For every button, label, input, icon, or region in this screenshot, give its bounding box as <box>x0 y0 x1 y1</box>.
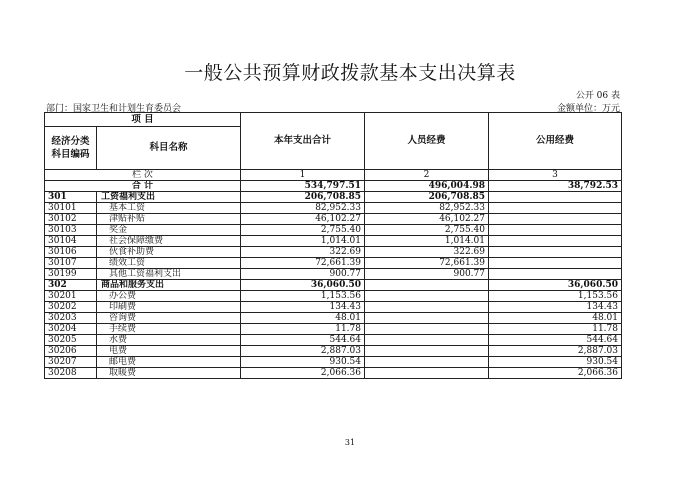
total-row <box>45 181 622 192</box>
row-personnel <box>365 357 489 368</box>
page-title: 一般公共预算财政拨款基本支出决算表 <box>184 62 516 84</box>
table-row <box>45 302 622 313</box>
row-total: 2,755.40 <box>241 225 365 236</box>
row-code: 30104 <box>45 236 97 247</box>
row-total: 322.69 <box>241 247 365 258</box>
row-total: 48.01 <box>241 313 365 324</box>
row-public: 1,153.56 <box>489 291 622 302</box>
row-public <box>489 203 622 214</box>
table-row <box>45 192 622 203</box>
row-personnel <box>365 346 489 357</box>
row-code: 30207 <box>45 357 97 368</box>
row-code: 30208 <box>45 368 97 379</box>
row-subject-name: 绩效工资 <box>97 258 241 269</box>
row-personnel <box>365 324 489 335</box>
row-public: 544.64 <box>489 335 622 346</box>
row-public <box>489 258 622 269</box>
row-total: 900.77 <box>241 269 365 280</box>
row-public <box>489 236 622 247</box>
row-code: 30106 <box>45 247 97 258</box>
row-code: 301 <box>45 192 97 203</box>
row-subject-name: 奖金 <box>97 225 241 236</box>
row-code: 30202 <box>45 302 97 313</box>
header-subject-name: 科目名称 <box>97 127 241 170</box>
row-public <box>489 192 622 203</box>
row-subject-name: 手续费 <box>97 324 241 335</box>
row-subject-name: 基本工资 <box>97 203 241 214</box>
row-subject-name: 社会保障缴费 <box>97 236 241 247</box>
table-row <box>45 214 622 225</box>
row-total: 206,708.85 <box>241 192 365 203</box>
row-total: 46,102.27 <box>241 214 365 225</box>
row-subject-name: 其他工资福利支出 <box>97 269 241 280</box>
total-public: 38,792.53 <box>489 181 622 192</box>
table-row <box>45 247 622 258</box>
row-public: 48.01 <box>489 313 622 324</box>
department-label: 部门：国家卫生和计划生育委员会 <box>46 104 182 114</box>
table-row <box>45 291 622 302</box>
row-public: 11.78 <box>489 324 622 335</box>
table-row <box>45 269 622 280</box>
table-row <box>45 335 622 346</box>
index-3: 3 <box>489 170 622 181</box>
table-row <box>45 203 622 214</box>
header-econ-code-line2: 科目编码 <box>51 149 90 160</box>
row-personnel: 46,102.27 <box>365 214 489 225</box>
row-code: 30206 <box>45 346 97 357</box>
row-personnel: 82,952.33 <box>365 203 489 214</box>
row-public: 2,066.36 <box>489 368 622 379</box>
row-total: 2,066.36 <box>241 368 365 379</box>
row-personnel <box>365 368 489 379</box>
row-personnel <box>365 302 489 313</box>
row-code: 30101 <box>45 203 97 214</box>
row-public <box>489 269 622 280</box>
index-2: 2 <box>365 170 489 181</box>
row-personnel: 72,661.39 <box>365 258 489 269</box>
header-personnel: 人员经费 <box>365 113 489 170</box>
table-row <box>45 258 622 269</box>
row-subject-name: 工资福利支出 <box>97 192 241 203</box>
table-row <box>45 357 622 368</box>
row-subject-name: 伙食补助费 <box>97 247 241 258</box>
row-total: 1,153.56 <box>241 291 365 302</box>
row-personnel <box>365 280 489 291</box>
table-row <box>45 280 622 291</box>
row-total: 544.64 <box>241 335 365 346</box>
index-row <box>45 170 622 181</box>
header-row-top <box>45 113 622 127</box>
index-1: 1 <box>241 170 365 181</box>
row-personnel <box>365 291 489 302</box>
table-row <box>45 225 622 236</box>
row-code: 30201 <box>45 291 97 302</box>
table-row <box>45 313 622 324</box>
total-personnel: 496,004.98 <box>365 181 489 192</box>
row-code: 30199 <box>45 269 97 280</box>
row-subject-name: 水费 <box>97 335 241 346</box>
row-total: 1,014.01 <box>241 236 365 247</box>
total-amount: 534,797.51 <box>241 181 365 192</box>
row-code: 30107 <box>45 258 97 269</box>
page-number: 31 <box>344 438 356 447</box>
header-total: 本年支出合计 <box>241 113 365 170</box>
row-public: 930.54 <box>489 357 622 368</box>
row-public: 36,060.50 <box>489 280 622 291</box>
table-row <box>45 346 622 357</box>
table-row <box>45 324 622 335</box>
row-total: 2,887.03 <box>241 346 365 357</box>
row-code: 302 <box>45 280 97 291</box>
row-total: 11.78 <box>241 324 365 335</box>
row-public <box>489 225 622 236</box>
header-econ-code <box>45 127 97 170</box>
row-subject-name: 咨询费 <box>97 313 241 324</box>
row-personnel: 900.77 <box>365 269 489 280</box>
row-subject-name: 印刷费 <box>97 302 241 313</box>
row-total: 134.43 <box>241 302 365 313</box>
row-subject-name: 津贴补贴 <box>97 214 241 225</box>
row-total: 82,952.33 <box>241 203 365 214</box>
row-public: 134.43 <box>489 302 622 313</box>
row-personnel <box>365 335 489 346</box>
row-personnel: 1,014.01 <box>365 236 489 247</box>
row-total: 930.54 <box>241 357 365 368</box>
form-number: 公开 06 表 <box>575 91 620 101</box>
row-public <box>489 214 622 225</box>
row-public <box>489 247 622 258</box>
expenditure-table <box>44 112 622 379</box>
header-project: 项 目 <box>45 113 241 127</box>
row-subject-name: 取暖费 <box>97 368 241 379</box>
row-total: 72,661.39 <box>241 258 365 269</box>
row-subject-name: 邮电费 <box>97 357 241 368</box>
row-personnel <box>365 313 489 324</box>
row-code: 30204 <box>45 324 97 335</box>
row-subject-name: 商品和服务支出 <box>97 280 241 291</box>
row-public: 2,887.03 <box>489 346 622 357</box>
row-subject-name: 电费 <box>97 346 241 357</box>
amount-unit-label: 金额单位：万元 <box>556 104 620 114</box>
row-personnel: 206,708.85 <box>365 192 489 203</box>
row-total: 36,060.50 <box>241 280 365 291</box>
row-code: 30102 <box>45 214 97 225</box>
index-label: 栏 次 <box>45 170 241 181</box>
header-public: 公用经费 <box>489 113 622 170</box>
table-row <box>45 236 622 247</box>
header-econ-code-line1: 经济分类 <box>51 136 90 147</box>
row-personnel: 2,755.40 <box>365 225 489 236</box>
row-code: 30203 <box>45 313 97 324</box>
row-personnel: 322.69 <box>365 247 489 258</box>
row-subject-name: 办公费 <box>97 291 241 302</box>
row-code: 30103 <box>45 225 97 236</box>
table-row <box>45 368 622 379</box>
row-code: 30205 <box>45 335 97 346</box>
total-label: 合 计 <box>45 181 241 192</box>
